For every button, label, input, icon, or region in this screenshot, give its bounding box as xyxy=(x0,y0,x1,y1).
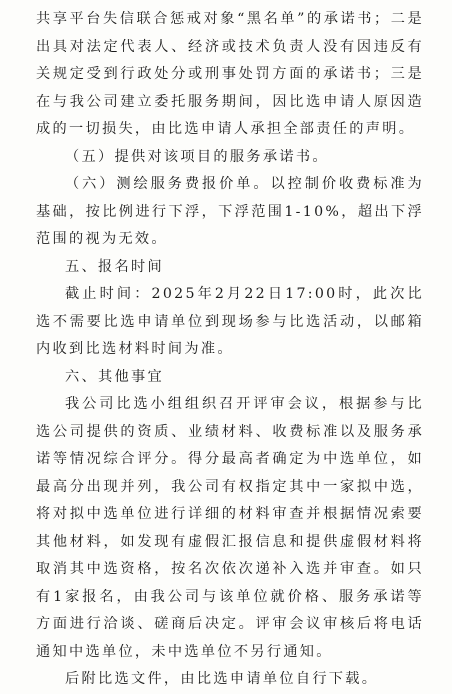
paragraph-service-commitment: （五）提供对该项目的服务承诺书。 xyxy=(65,148,329,165)
paragraph-fee-quotation: （六）测绘服务费报价单。以控制价收费标准为基础，按比例进行下浮，下浮范围1-10%，超出下浮范围的视为无效。 xyxy=(36,176,424,247)
section-heading-registration-time: 五、报名时间 xyxy=(65,258,164,275)
paragraph-deadline: 截止时间：2025年2月22日17:00时，此次比选不需要比选申请单位到现场参与比选活动，以邮箱内收到比选材料时间为准。 xyxy=(36,286,424,357)
paragraph-evaluation: 我公司比选小组组织召开评审会议，根据参与比选公司提供的资质、业绩材料、收费标准以及服务承诺等情况综合评分。得分最高者确定为中选单位，如最高分出现并列，我公司有权指定其中一家拟中选，将对拟中选单位进行详细的材料审查并根据情况索要其他材料，如发现有虚假汇报信息和提供虚假材料将取消其中选资格，按名次依次递补入选并审查。如只有1家报名，由我公司与该单位就价格、服务承诺等方面进行洽谈、磋商后决定。评审会议审核后将电话通知中选单位，未中选单位不另行通知。 xyxy=(36,396,424,660)
section-heading-other-matters: 六、其他事宜 xyxy=(65,368,164,385)
paragraph-commitment-letters: 共享平台失信联合惩戒对象“黑名单”的承诺书；二是出具对法定代表人、经济或技术负责人没有因违反有关规定受到行政处分或刑事处罚方面的承诺书；三是在与我公司建立委托服务期间，因比选申请人原因造成的一切损失，由比选申请人承担全部责任的声明。 xyxy=(36,11,424,137)
paragraph-attachment-note: 后附比选文件，由比选申请单位自行下载。 xyxy=(65,671,379,687)
